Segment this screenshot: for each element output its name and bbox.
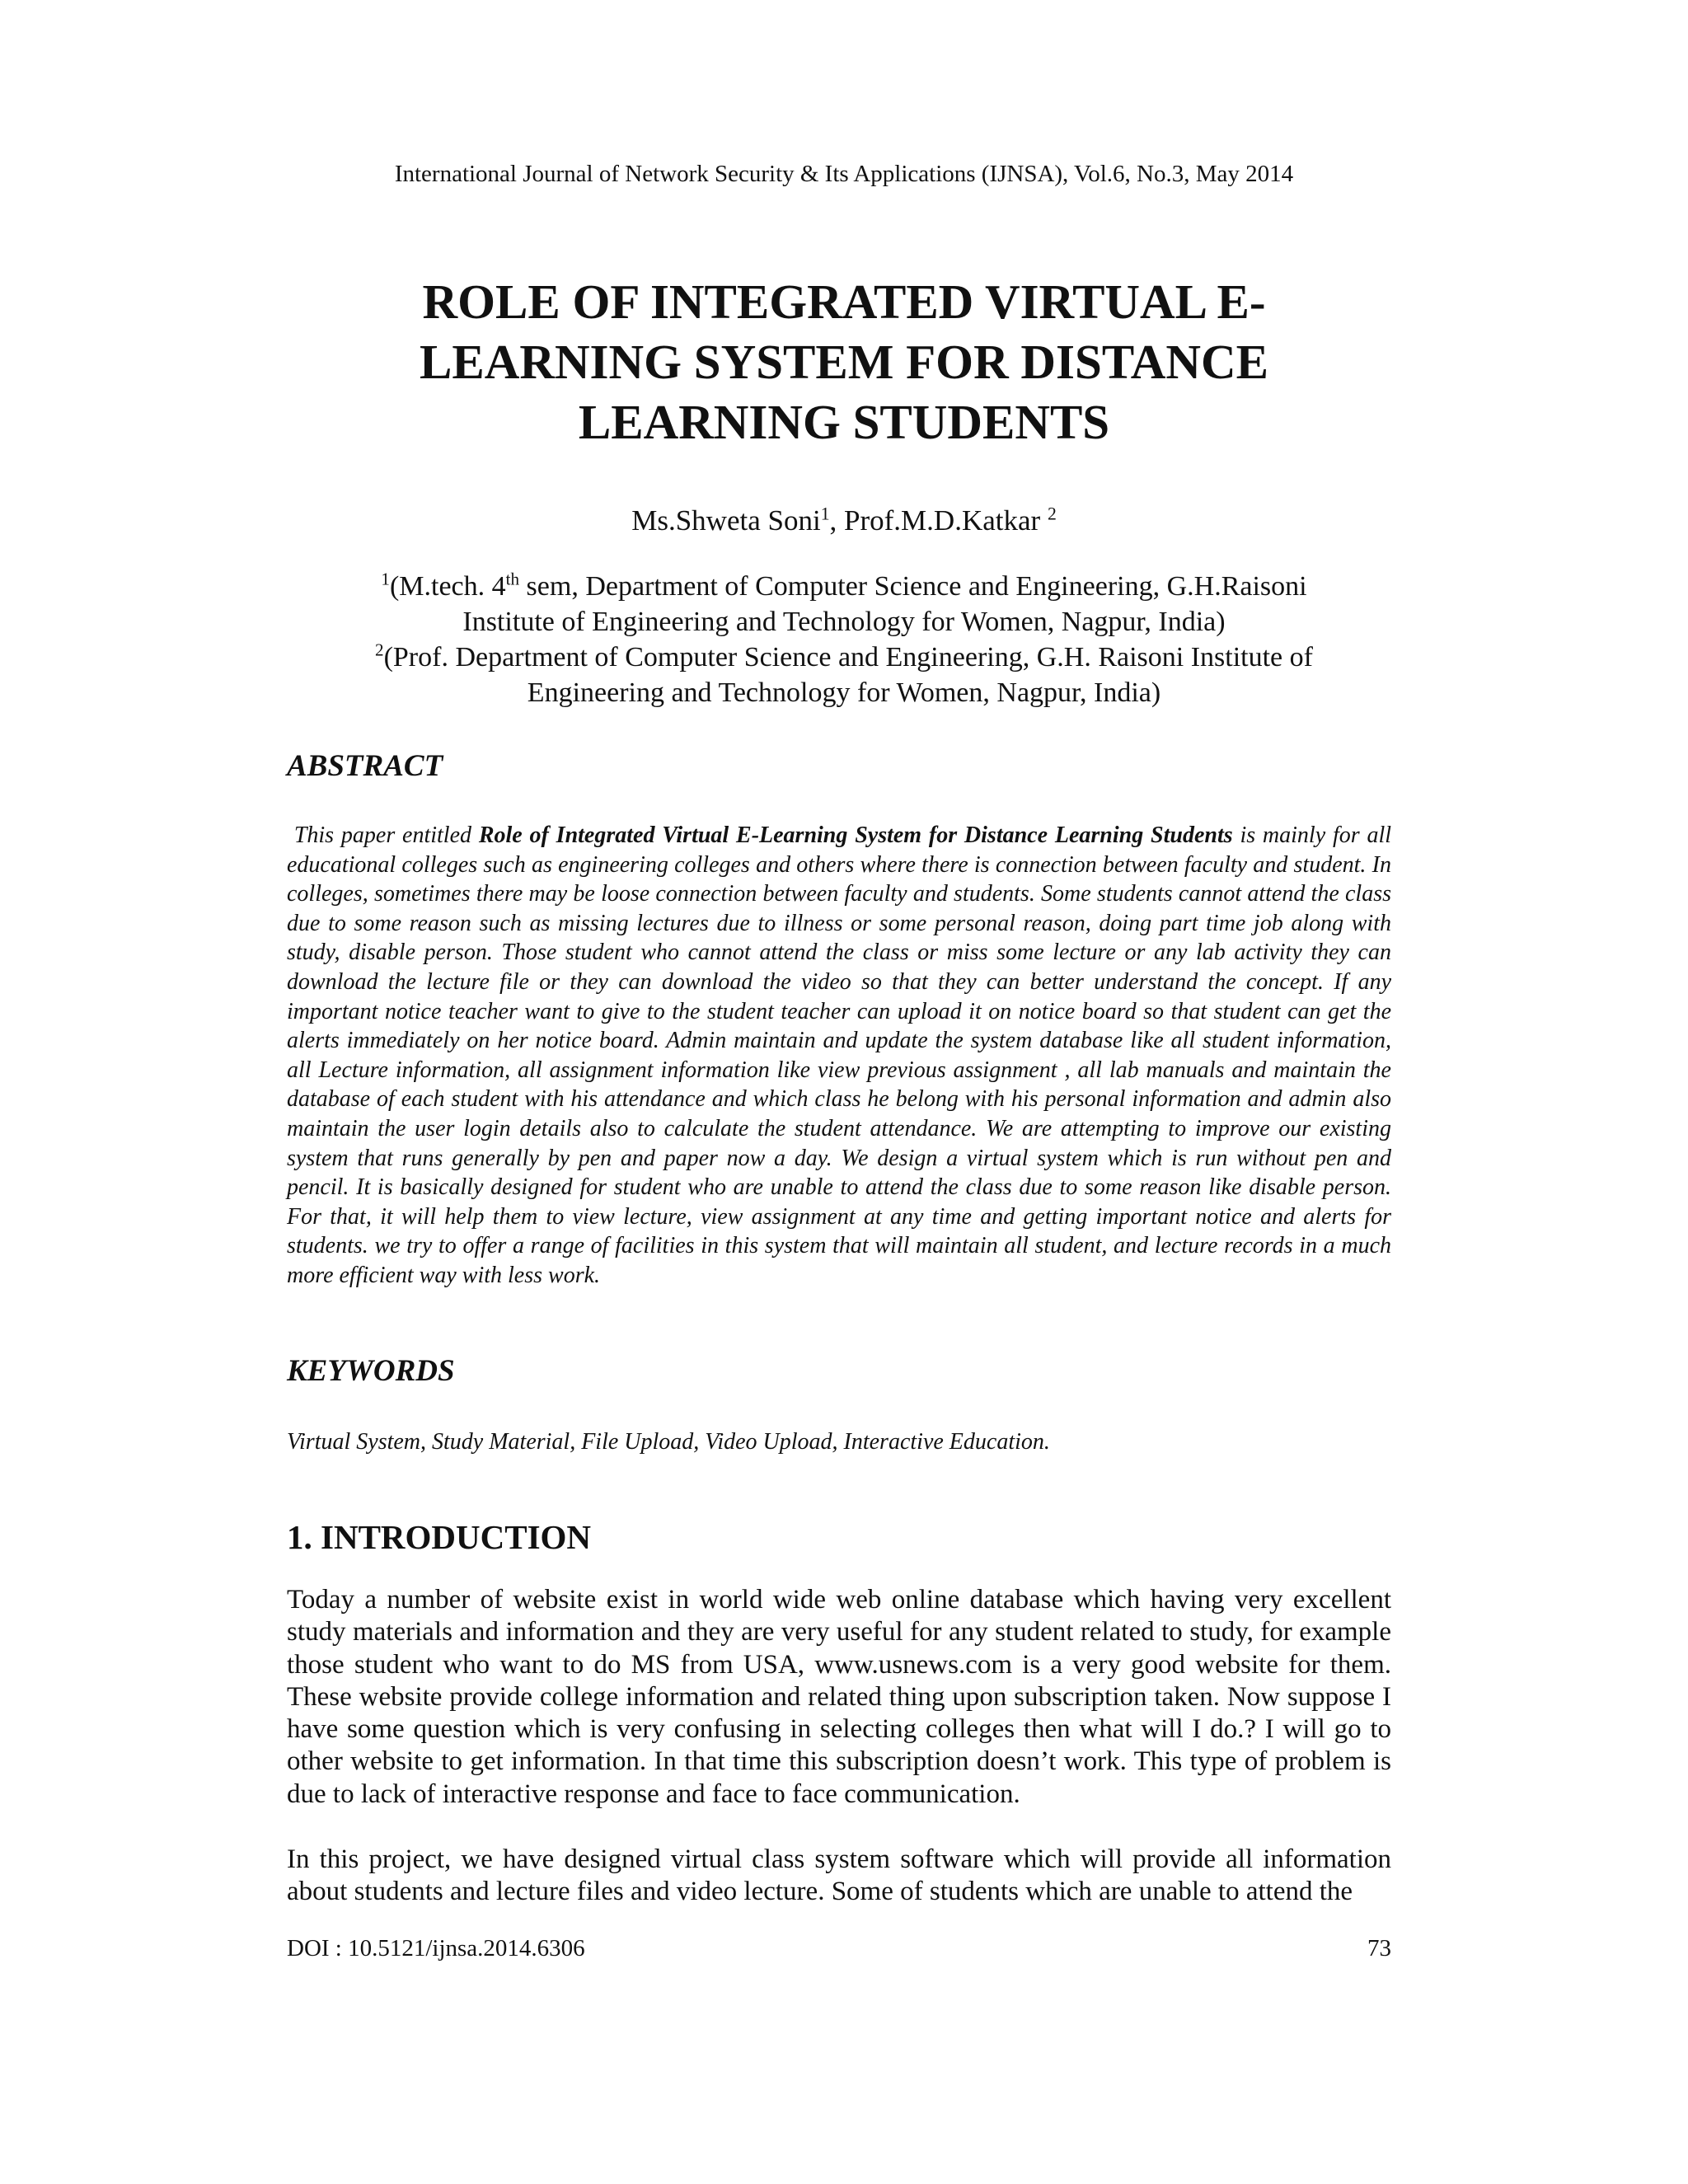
ordinal-suffix: th	[505, 569, 520, 589]
author-1-name: Ms.Shweta Soni	[631, 504, 821, 537]
abstract-bold-title: Role of Integrated Virtual E-Learning System for Distance Learning Students	[478, 823, 1233, 848]
abstract-heading: ABSTRACT	[287, 749, 443, 783]
affiliation-2-text: (Prof. Department of Computer Science and Engineering, G.H. Raisoni Institute of	[383, 642, 1313, 673]
keywords-text: Virtual System, Study Material, File Upload, Video Upload, Interactive Education.	[287, 1429, 1050, 1455]
title-line-3: LEARNING STUDENTS	[578, 395, 1110, 449]
running-head: International Journal of Network Security & Its Applications (IJNSA), Vol.6, No.3, May 2014	[394, 161, 1294, 187]
abstract-text	[287, 821, 1391, 1291]
author-2-marker: 2	[1047, 504, 1057, 524]
affiliations	[247, 569, 1441, 710]
footer-doi: DOI : 10.5121/ijnsa.2014.6306	[287, 1935, 585, 1961]
affiliation-1-text-b: sem, Department of Computer Science and Engineering, G.H.Raisoni	[519, 571, 1307, 602]
affiliation-1-line-1	[247, 569, 1441, 604]
abstract-lead: This paper entitled	[293, 823, 479, 848]
author-list	[0, 503, 1688, 539]
introduction-paragraph-1: Today a number of website exist in world wide web online database which having very excellent study materials and information and they are very useful for any student related to study, for example those student who want to do MS from USA, www.usnews.com is a very good website for them. These website provide college information and related thing upon subscription taken. Now suppose I have some question which is very confusing in selecting colleges then what will I do.? I will go to other website to get information. In that time this subscription doesn’t work. This type of problem is due to lack of interactive response and face to face communication.	[287, 1585, 1391, 1809]
introduction-paragraph-2: In this project, we have designed virtual class system software which will provide all information about students and lecture files and video lecture. Some of students which are unable to attend the	[287, 1844, 1391, 1907]
author-2-name: Prof.M.D.Katkar	[844, 504, 1048, 537]
keywords-heading: KEYWORDS	[287, 1354, 455, 1388]
abstract-body-text: is mainly for all educational colleges such as engineering colleges and others where there is connection between faculty and student. In colleges, sometimes there may be loose connection between faculty and students. Some students cannot attend the class due to some reason such as missing lectures due to illness or some personal reason, doing part time job along with study, disable person. Those student who cannot attend the class or miss some lecture or any lab activity they can download the lecture file or they can download the video so that they can better understand the concept. If any important notice teacher want to give to the student teacher can upload it on notice board so that student can get the alerts immediately on her notice board. Admin maintain and update the system database like all student information, all Lecture information, all assignment information like view previous assignment , all lab manuals and maintain the database of each student with his attendance and which class he belong with his personal information and admin also maintain the user login details also to calculate the student attendance. We are attempting to improve our existing system that runs generally by pen and paper now a day. We design a virtual system which is run without pen and pencil. It is basically designed for student who are unable to attend the class due to some reason like disable person. For that, it will help them to view lecture, view assignment at any time and getting important notice and alerts for students. we try to offer a range of facilities in this system that will maintain all student, and lecture records in a much more efficient way with less work.	[287, 823, 1392, 1288]
title-line-1: ROLE OF INTEGRATED VIRTUAL E-	[422, 274, 1266, 329]
page-number: 73	[1367, 1935, 1391, 1961]
introduction-heading: 1. INTRODUCTION	[287, 1518, 592, 1556]
paper-title	[247, 272, 1441, 452]
affiliation-1-line-2: Institute of Engineering and Technology for Women, Nagpur, India)	[462, 607, 1226, 637]
affiliation-2-line-2: Engineering and Technology for Women, Nagpur, India)	[527, 677, 1161, 708]
title-line-2: LEARNING SYSTEM FOR DISTANCE	[420, 335, 1268, 389]
affiliation-2-line-1	[247, 640, 1441, 675]
affiliation-1-marker: 1	[381, 569, 390, 589]
affiliation-2-marker: 2	[375, 640, 384, 660]
author-1-marker: 1	[820, 504, 830, 524]
author-separator: ,	[829, 504, 845, 537]
affiliation-1-text-a: (M.tech. 4	[389, 571, 506, 602]
